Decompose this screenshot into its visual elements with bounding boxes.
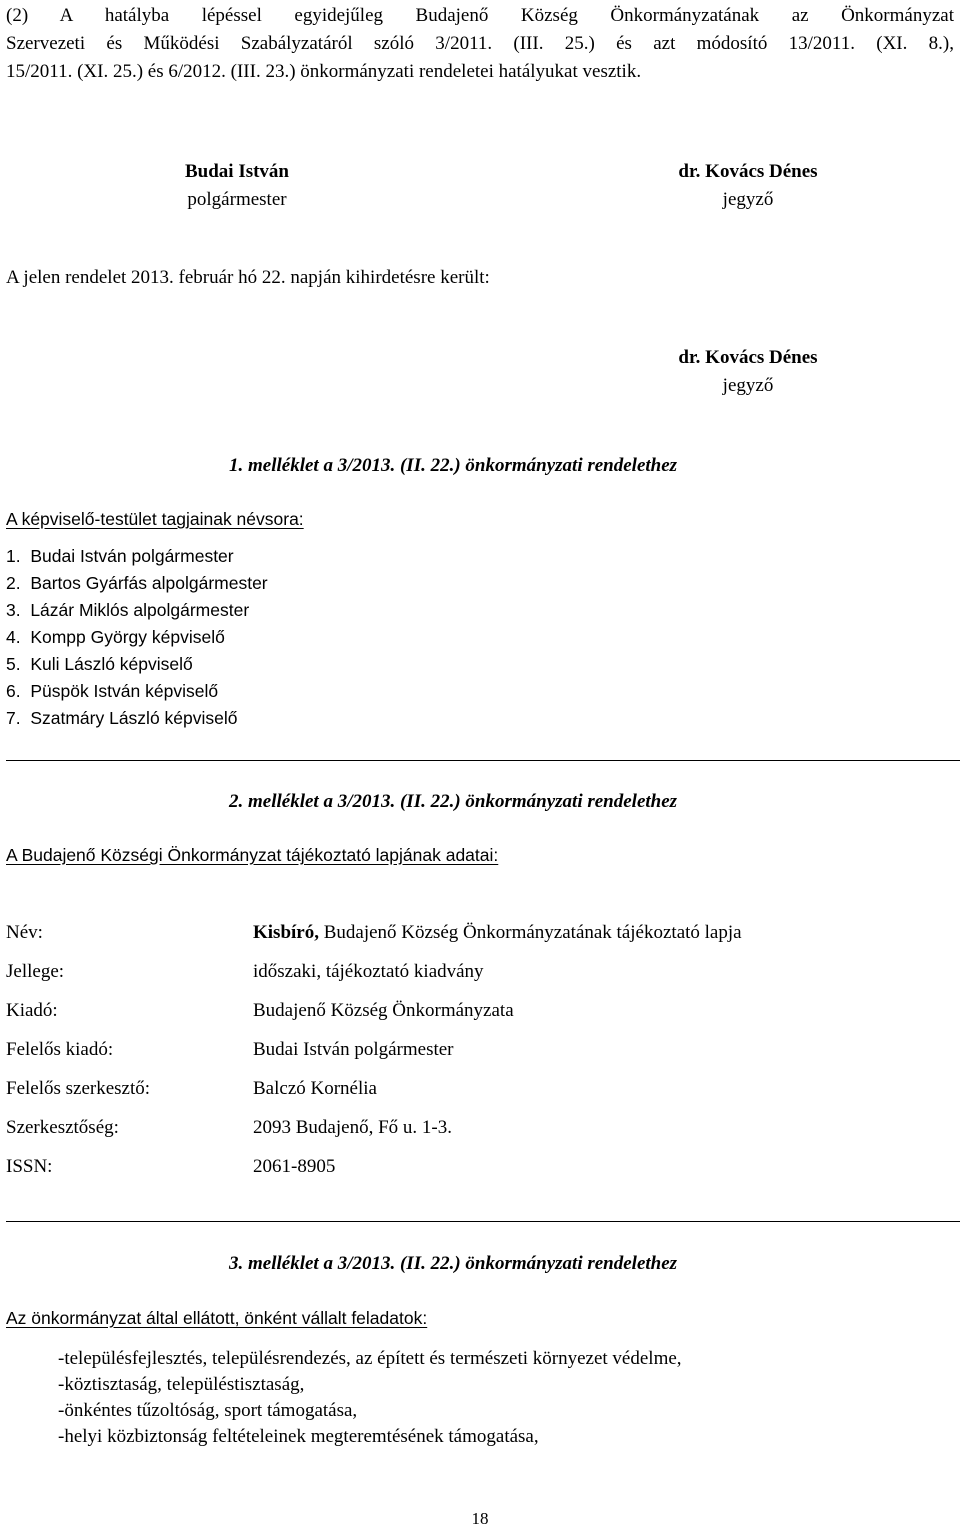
list-item: 1. Budai István polgármester (6, 546, 234, 566)
annex1-heading: 1. melléklet a 3/2013. (II. 22.) önkormányzati rendelethez (229, 455, 678, 476)
intro-line: 15/2011. (XI. 25.) és 6/2012. (III. 23.) önkormányzati rendeletei hatályukat vesztik. (6, 61, 642, 82)
section-divider (6, 760, 960, 761)
info-label: Jellege: (6, 961, 65, 982)
annex3-title: Az önkormányzat által ellátott, önként vállalt feladatok: (6, 1308, 428, 1328)
notary-title: jegyző (722, 189, 774, 210)
list-item: -köztisztaság, településtisztaság, (58, 1374, 305, 1395)
annex2-heading: 2. melléklet a 3/2013. (II. 22.) önkormányzati rendelethez (229, 791, 678, 812)
list-item: 4. Kompp György képviselő (6, 627, 225, 647)
mayor-title: polgármester (187, 189, 287, 210)
info-label: Név: (6, 922, 43, 943)
intro-paragraph (6, 2, 954, 86)
page-number: 18 (471, 1509, 489, 1528)
list-item: 5. Kuli László képviselő (6, 654, 193, 674)
intro-line: (2) A hatályba lépéssel egyidejűleg Budajenő Község Önkormányzatának az Önkormányzat (6, 5, 954, 26)
promulgation-notary-title: jegyző (722, 375, 774, 396)
members-list (6, 543, 268, 732)
info-label: Felelős kiadó: (6, 1039, 114, 1060)
info-label: ISSN: (6, 1156, 53, 1177)
promulgation-text: A jelen rendelet 2013. február hó 22. napján kihirdetésre került: (6, 267, 490, 288)
notary-signature (623, 158, 873, 214)
info-value: Budai István polgármester (253, 1039, 454, 1060)
annex3-heading: 3. melléklet a 3/2013. (II. 22.) önkormányzati rendelethez (229, 1253, 678, 1274)
intro-line: Szervezeti és Működési Szabályzatáról szóló 3/2011. (III. 25.) és azt módosító 13/2011. (XI. 8.), (6, 33, 954, 54)
info-label: Felelős szerkesztő: (6, 1078, 151, 1099)
info-value: 2061-8905 (253, 1156, 336, 1177)
info-label: Kiadó: (6, 1000, 58, 1021)
info-value: időszaki, tájékoztató kiadvány (253, 961, 484, 982)
promulgation-notary-name: dr. Kovács Dénes (678, 347, 818, 368)
annex2-title: A Budajenő Községi Önkormányzat tájékoztató lapjának adatai: (6, 845, 499, 865)
info-value: Budajenő Község Önkormányzata (253, 1000, 514, 1021)
annex1-title: A képviselő-testület tagjainak névsora: (6, 509, 304, 529)
tasks-list (58, 1346, 682, 1450)
info-label: Szerkesztőség: (6, 1117, 119, 1138)
list-item: 2. Bartos Gyárfás alpolgármester (6, 573, 268, 593)
section-divider (6, 1221, 960, 1222)
promulgation-signature (623, 344, 873, 400)
notary-name: dr. Kovács Dénes (678, 161, 818, 182)
list-item: -településfejlesztés, településrendezés, az épített és természeti környezet védelme, (58, 1348, 682, 1369)
list-item: 7. Szatmáry László képviselő (6, 708, 238, 728)
info-value: Balczó Kornélia (253, 1078, 377, 1099)
list-item: -önkéntes tűzoltóság, sport támogatása, (58, 1400, 358, 1421)
list-item: -helyi közbiztonság feltételeinek megteremtésének támogatása, (58, 1426, 539, 1447)
info-value (253, 918, 742, 948)
mayor-signature (137, 158, 337, 214)
mayor-name: Budai István (184, 161, 290, 182)
info-value-text: Budajenő Község Önkormányzatának tájékoztató lapja (318, 922, 742, 943)
info-value: 2093 Budajenő, Fő u. 1-3. (253, 1117, 452, 1138)
list-item: 3. Lázár Miklós alpolgármester (6, 600, 250, 620)
list-item: 6. Püspök István képviselő (6, 681, 219, 701)
publication-title: Kisbíró, (253, 922, 319, 943)
